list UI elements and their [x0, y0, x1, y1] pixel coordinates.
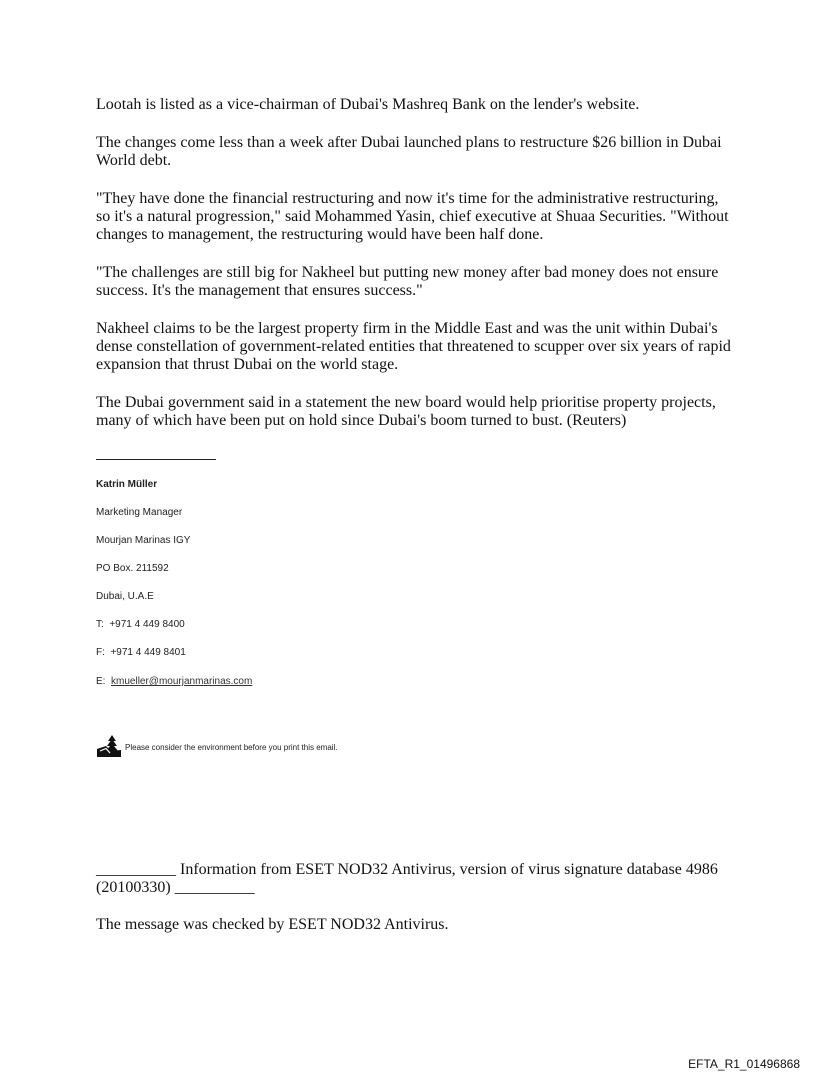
environment-notice: [96, 734, 338, 758]
document-id: EFTA_R1_01496868: [688, 1057, 800, 1071]
fax-label: F:: [96, 647, 105, 658]
article-paragraph: "They have done the financial restructuring and now it's time for the administrative restructuring, so it's a natural progression," said Mohammed Yasin, chief executive at Shuaa Securities. "Without changes to management, the restructuring would have been half done.: [96, 190, 729, 243]
fax-number: +971 4 449 8401: [110, 647, 186, 658]
tree-icon: [96, 734, 122, 758]
telephone-label: T:: [96, 619, 104, 630]
email-label: E:: [96, 676, 106, 687]
signature-po-box: PO Box. 211592: [96, 563, 169, 574]
antivirus-info: __________ Information from ESET NOD32 Antivirus, version of virus signature database 4986 (20100330) __________: [96, 861, 718, 896]
signature-fax: [96, 647, 186, 659]
article-paragraph: Lootah is listed as a vice-chairman of Dubai's Mashreq Bank on the lender's website.: [96, 96, 640, 113]
signature-company: Mourjan Marinas IGY: [96, 535, 191, 546]
article-paragraph: The Dubai government said in a statement the new board would help prioritise property projects, many of which have been put on hold since Dubai's boom turned to bust. (Reuters): [96, 394, 716, 429]
email-link[interactable]: kmueller@mourjanmarinas.com: [111, 676, 253, 687]
telephone-number: +971 4 449 8400: [109, 619, 185, 630]
signature-telephone: [96, 619, 185, 631]
signature-city: Dubai, U.A.E: [96, 591, 154, 602]
signature-role: Marketing Manager: [96, 507, 183, 518]
environment-notice-text: Please consider the environment before you print this email.: [125, 743, 338, 752]
signature-divider: [96, 459, 216, 460]
article-paragraph: The changes come less than a week after Dubai launched plans to restructure $26 billion in Dubai World debt.: [96, 134, 722, 169]
signature-name: Katrin Müller: [96, 479, 158, 490]
antivirus-checked: The message was checked by ESET NOD32 Antivirus.: [96, 916, 449, 933]
article-paragraph: "The challenges are still big for Nakheel but putting new money after bad money does not ensure success. It's the management that ensures success.": [96, 264, 719, 299]
signature-email: [96, 676, 252, 688]
article-paragraph: Nakheel claims to be the largest property firm in the Middle East and was the unit within Dubai's dense constellation of government-related entities that threatened to scupper over six years of rapid expansion that thrust Dubai on the world stage.: [96, 320, 731, 373]
